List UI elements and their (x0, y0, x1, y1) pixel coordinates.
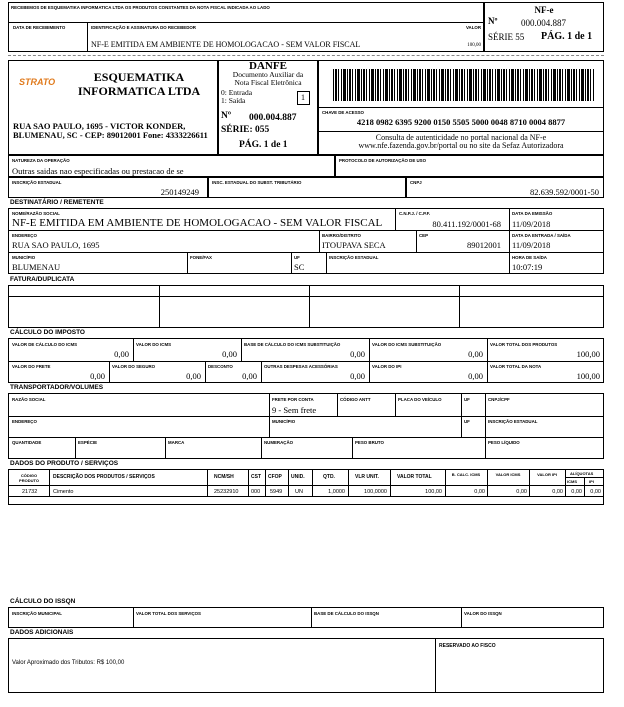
canhoto-nfe-label: NF-e (534, 5, 554, 15)
dest-municipio: BLUMENAU (12, 262, 61, 272)
emitente-endereco-l1: RUA SAO PAULO, 1695 - VICTOR KONDER, (13, 121, 186, 131)
destinatario-section: DESTINATÁRIO / REMETENTE (10, 199, 104, 206)
produtos-box (8, 469, 604, 505)
identificacao-label: IDENTIFICAÇÃO E ASSINATURA DO RECEBEDOR (91, 25, 196, 30)
dest-bairro: ITOUPAVA SECA (322, 240, 386, 250)
danfe-entrada: 0: Entrada (221, 88, 253, 97)
tr-municipio-label: MUNICÍPIO (272, 419, 296, 424)
cell-codigo: 21732 (22, 489, 38, 495)
tr-cnpj-label: CNPJ/CPF (488, 397, 510, 402)
issqn-vserv-label: VALOR TOTAL DOS SERVIÇOS (136, 611, 201, 616)
ie-value: 250149249 (160, 187, 199, 197)
ph-cfop: CFOP (268, 474, 282, 480)
adicionais-box (8, 638, 604, 693)
danfe-box (218, 60, 318, 155)
emitente-nome-l2: INFORMATICA LTDA (77, 84, 201, 98)
tr-uf2-label: UF (464, 419, 470, 424)
danfe-numero-prefix: Nº (221, 111, 231, 121)
imp-bc-st: 0,00 (350, 349, 365, 359)
fatura-box (8, 285, 604, 328)
canhoto (8, 2, 484, 52)
cell-bcalc: 0,00 (474, 489, 485, 495)
imp-desconto: 0,00 (242, 371, 257, 381)
cell-descricao: Cimento (53, 489, 74, 495)
issqn-im-label: INSCRIÇÃO MUNICIPAL (12, 611, 62, 616)
ph-vipi: VALOR IPI (537, 472, 557, 477)
issqn-box (8, 607, 604, 628)
cell-aicms: 0,00 (571, 489, 582, 495)
produtos-section: DADOS DO PRODUTO / SERVIÇOS (10, 460, 119, 467)
logo-text: STRATO (19, 77, 56, 87)
danfe-tipo-box (297, 91, 310, 105)
valor-label: VALOR (465, 25, 481, 30)
natureza-label: NATUREZA DA OPERAÇÃO (12, 158, 70, 163)
ph-qtd: QTD. (323, 474, 335, 480)
tr-marca-label: MARCA (168, 440, 185, 445)
ie-st-label: INSC. ESTADUAL DO SUBST. TRIBUTÁRIO (212, 180, 302, 185)
ph-ncm: NCM/SH (214, 474, 234, 480)
dest-hora-label: HORA DE SAÍDA (512, 255, 547, 260)
issqn-section: CÁLCULO DO ISSQN (10, 598, 76, 605)
tr-uf-label: UF (464, 397, 470, 402)
dest-entrada-label: DATA DA ENTRADA / SAÍDA (512, 233, 571, 238)
protocolo-label: PROTOCOLO DE AUTORIZAÇÃO DE USO (339, 158, 427, 163)
dest-municipio-label: MUNICÍPIO (12, 255, 36, 260)
imp-seguro: 0,00 (186, 371, 201, 381)
canhoto-numero: 000.004.887 (521, 18, 566, 28)
fatura-section: FATURA/DUPLICATA (10, 276, 75, 283)
ie-box (8, 177, 208, 198)
cell-vunit: 100,0000 (364, 489, 387, 495)
imp-frete: 0,00 (90, 371, 105, 381)
tr-numeracao-label: NUMERAÇÃO (264, 440, 294, 445)
tr-ie-label: INSCRIÇÃO ESTADUAL (488, 419, 538, 424)
dest-cep: 89012001 (467, 240, 501, 250)
canhoto-nfe-box (484, 2, 604, 52)
imposto-section: CÁLCULO DO IMPOSTO (10, 329, 85, 336)
protocolo-box (335, 155, 604, 177)
imp-v-st-label: VALOR DO ICMS SUBSTITUIÇÃO (372, 342, 442, 347)
canhoto-header: RECEBEMOS DE ESQUEMATIKA INFORMATICA LTDA OS PRODUTOS CONSTANTES DA NOTA FISCAL INDICADA AO LADO (11, 5, 270, 10)
tr-endereco-label: ENDEREÇO (12, 419, 37, 424)
cell-aipi: 0,00 (590, 489, 601, 495)
emitente-nome-l1: ESQUEMATIKA (93, 70, 185, 84)
imp-bc-icms-label: VALOR DE CÁLCULO DO ICMS (12, 342, 78, 347)
data-recebimento-label: DATA DE RECEBIMENTO (13, 25, 66, 30)
dest-ie-label: INSCRIÇÃO ESTADUAL (329, 255, 379, 260)
imp-frete-label: VALOR DO FRETE (12, 364, 51, 369)
imp-ipi-label: VALOR DO IPI (372, 364, 402, 369)
cell-cst: 000 (251, 489, 261, 495)
reservado-fisco-label: RESERVADO AO FISCO (439, 643, 496, 649)
imp-outras-label: OUTRAS DESPESAS ACESSÓRIAS (264, 364, 338, 369)
danfe-sub1: Documento Auxiliar da (232, 70, 304, 79)
tr-frete-label: FRETE POR CONTA (272, 397, 314, 402)
danfe-saida: 1: Saída (221, 96, 246, 105)
ie-st-box (208, 177, 406, 198)
dest-cnpj: 80.411.192/0001-68 (432, 219, 501, 229)
tr-peso-bruto-label: PESO BRUTO (355, 440, 384, 445)
tr-placa-label: PLACA DO VEÍCULO (398, 397, 442, 402)
tr-peso-liquido-label: PESO LÍQUIDO (488, 440, 520, 445)
cell-ncm: 25232910 (214, 489, 239, 495)
tr-razao-label: RAZÃO SOCIAL (12, 397, 46, 402)
imp-v-icms: 0,00 (222, 349, 237, 359)
danfe-sub2: Nota Fiscal Eletrônica (234, 78, 302, 87)
chave-box (318, 60, 604, 155)
danfe-pag: PÁG. 1 de 1 (239, 140, 288, 150)
dest-cep-label: CEP (419, 233, 429, 238)
imp-total-nota: 100,00 (576, 371, 600, 381)
dest-endereco-label: ENDEREÇO (12, 233, 37, 238)
cell-qtd: 1,0000 (328, 489, 345, 495)
imp-bc-icms: 0,00 (114, 349, 129, 359)
ph-aipi: IPI (589, 479, 594, 484)
canhoto-descricao: NF-E EMITIDA EM AMBIENTE DE HOMOLOGACAO - SEM VALOR FISCAL (91, 40, 361, 49)
imp-outras: 0,00 (350, 371, 365, 381)
imp-desconto-label: DESCONTO (208, 364, 233, 369)
cnpj-value: 82.639.592/0001-50 (530, 187, 599, 197)
dest-nome-label: NOME/RAZÃO SOCIAL (12, 211, 60, 216)
tr-especie-label: ESPÉCIE (78, 440, 98, 445)
natureza-value: Outras saidas nao especificadas ou prestacao de se (12, 166, 184, 176)
dest-cnpj-label: C.N.P.J. / C.P.F. (399, 211, 431, 216)
ph-aicms: ICMS (567, 479, 577, 484)
ph-bcalc: B. CALC. ICMS (451, 472, 481, 477)
transportador-section: TRANSPORTADOR/VOLUMES (10, 384, 104, 391)
ie-label: INSCRIÇÃO ESTADUAL (12, 180, 62, 185)
imp-total-prod-label: VALOR TOTAL DOS PRODUTOS (490, 342, 558, 347)
canhoto-numero-prefix: Nº (488, 16, 498, 26)
canhoto-valor: 100,00 (467, 43, 481, 48)
canhoto-pag: PÁG. 1 de 1 (541, 31, 593, 42)
tr-frete: 9 - Sem frete (272, 405, 317, 415)
dest-uf-label: UF (294, 255, 300, 260)
barcode (333, 69, 595, 101)
cell-vtotal: 100,00 (425, 489, 442, 495)
dest-nome: NF-E EMITIDA EM AMBIENTE DE HOMOLOGACAO - SEM VALOR FISCAL (12, 217, 383, 229)
ph-unid: UNID. (291, 474, 305, 480)
cell-vipi: 0,00 (552, 489, 563, 495)
consulta-l1: Consulta de autenticidade no portal nacional da NF-e (375, 133, 547, 142)
ph-vtotal: VALOR TOTAL (397, 474, 432, 480)
destinatario-box (8, 208, 604, 274)
ph-codigo: CÓDIGO PRODUTO (19, 473, 39, 483)
canhoto-separator (8, 55, 604, 56)
canhoto-serie: SÉRIE 55 (488, 32, 525, 42)
ph-vicms: VALOR ICMS (495, 472, 521, 477)
dest-endereco: RUA SAO PAULO, 1695 (12, 240, 100, 250)
table-row (9, 486, 603, 496)
dest-hora: 10:07:19 (512, 262, 543, 272)
chave-value: 4218 0982 6395 9200 0150 5505 5000 0048 8710 0004 8877 (356, 117, 566, 127)
danfe-serie: SÉRIE: 055 (221, 125, 270, 135)
danfe-tipo: 1 (301, 93, 305, 102)
dest-emissao-label: DATA DA EMISSÃO (512, 211, 553, 216)
cell-vicms: 0,00 (516, 489, 527, 495)
emitente-box (8, 60, 218, 155)
ph-cst: CST (251, 474, 261, 480)
imp-ipi: 0,00 (468, 371, 483, 381)
danfe-numero: 000.004.887 (249, 113, 297, 123)
transportador-box (8, 393, 604, 459)
dest-emissao: 11/09/2018 (512, 219, 551, 229)
tr-antt-label: CÓDIGO ANTT (340, 397, 371, 402)
cnpj-box (406, 177, 604, 198)
dest-bairro-label: BAIRRO/DISTRITO (322, 233, 361, 238)
ph-descricao: DESCRIÇÃO DOS PRODUTOS / SERVIÇOS (53, 474, 155, 480)
cell-cfop: 5949 (270, 489, 283, 495)
issqn-v-label: VALOR DO ISSQN (464, 611, 502, 616)
tr-qtd-label: QUANTIDADE (12, 440, 42, 445)
imp-v-st: 0,00 (468, 349, 483, 359)
chave-label: CHAVE DE ACESSO (322, 110, 364, 115)
danfe-title: DANFE (249, 60, 287, 72)
imposto-box (8, 338, 604, 383)
cnpj-label: CNPJ (410, 180, 422, 185)
adicionais-section: DADOS ADICIONAIS (10, 629, 74, 636)
imp-seguro-label: VALOR DO SEGURO (112, 364, 156, 369)
adicionais-info: Valor Aproximado dos Tributos: R$ 100,00 (12, 660, 125, 666)
dest-entrada: 11/09/2018 (512, 240, 551, 250)
consulta-l2: www.nfe.fazenda.gov.br/portal ou no site da Sefaz Autorizadora (358, 141, 564, 150)
ph-aliq: ALÍQUOTAS (570, 471, 594, 476)
ph-vunit: VLR UNIT. (355, 474, 379, 480)
imp-v-icms-label: VALOR DO ICMS (136, 342, 172, 347)
cell-unid: UN (295, 489, 303, 495)
emitente-endereco-l2: BLUMENAU, SC - CEP: 89012001 Fone: 4333226611 (13, 130, 208, 140)
imp-bc-st-label: BASE DE CÁLCULO DO ICMS SUBSTITUIÇÃO (244, 342, 341, 347)
natureza-box (8, 155, 335, 177)
imp-total-nota-label: VALOR TOTAL DA NOTA (490, 364, 542, 369)
imp-total-prod: 100,00 (576, 349, 600, 359)
dest-uf: SC (294, 262, 305, 272)
logo (15, 70, 61, 94)
issqn-bc-label: BASE DE CÁLCULO DO ISSQN (314, 611, 379, 616)
dest-fone-label: FONE/FAX (190, 255, 212, 260)
